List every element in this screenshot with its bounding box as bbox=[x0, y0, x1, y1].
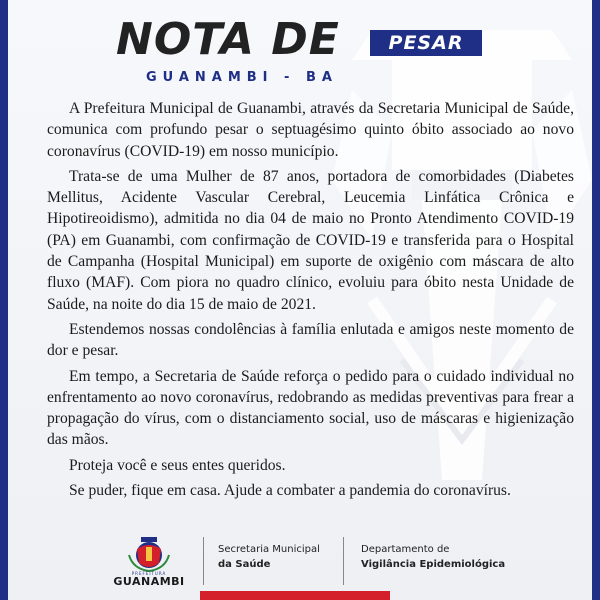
dept2-line1: Departamento de bbox=[361, 544, 450, 555]
bottom-accent-bar bbox=[200, 591, 390, 600]
left-border bbox=[0, 0, 8, 600]
divider bbox=[343, 537, 344, 585]
title-badge: PESAR bbox=[370, 30, 482, 56]
paragraph: Trata-se de uma Mulher de 87 anos, portadora de comorbidades (Diabetes Mellitus, Acidente Vascular Cerebral, Leucemia Linfática Crônica e Hipotireoidismo), admitida no dia 04 de maio no Pronto Atendimento COVID-19 (PA) em Guanambi, com confirmação de COVID-19 e transferida para o Hospital de Campanha (Hospital Municipal) em suporte de oxigênio com máscara de alto fluxo (MAF). Com piora no quadro clínico, evoluiu para óbito nesta Unidade de Saúde, na noite do dia 15 de maio de 2021. bbox=[47, 167, 574, 313]
subtitle: GUANAMBI - BA bbox=[146, 70, 338, 85]
dept1-line1: Secretaria Municipal bbox=[218, 544, 320, 555]
paragraph: Em tempo, a Secretaria de Saúde reforça o pedido para o cuidado individual no enfrentamento ao novo coronavírus, redobrando as medidas preventivas para frear a propagação do vírus, com o distanciamento social, uso de máscaras e higienização das mãos. bbox=[47, 367, 574, 449]
paragraph: Estendemos nossas condolências à família enlutada e amigos neste momento de dor e pesar. bbox=[47, 320, 574, 360]
paragraph: Proteja você e seus entes queridos. bbox=[69, 456, 286, 474]
dept2-line2: Vigilância Epidemiológica bbox=[361, 559, 506, 570]
paragraph: A Prefeitura Municipal de Guanambi, através da Secretaria Municipal de Saúde, comunica com profundo pesar o septuagésimo quinto óbito associado ao novo coronavírus (COVID-19) em nosso município. bbox=[47, 100, 574, 160]
page-title: NOTA DE bbox=[116, 14, 340, 65]
right-border bbox=[592, 0, 600, 600]
health-secretariat bbox=[218, 542, 320, 572]
dept1-line2: da Saúde bbox=[218, 559, 271, 570]
notice-body bbox=[47, 98, 574, 505]
header bbox=[0, 8, 600, 88]
divider bbox=[203, 537, 204, 585]
footer bbox=[0, 525, 600, 600]
paragraph: Se puder, fique em casa. Ajude a combater a pandemia do coronavírus. bbox=[69, 482, 511, 500]
crest-name: GUANAMBI bbox=[113, 575, 185, 588]
crest-subtitle: PREFEITURA bbox=[131, 571, 167, 576]
epidemiology-dept bbox=[361, 542, 505, 572]
